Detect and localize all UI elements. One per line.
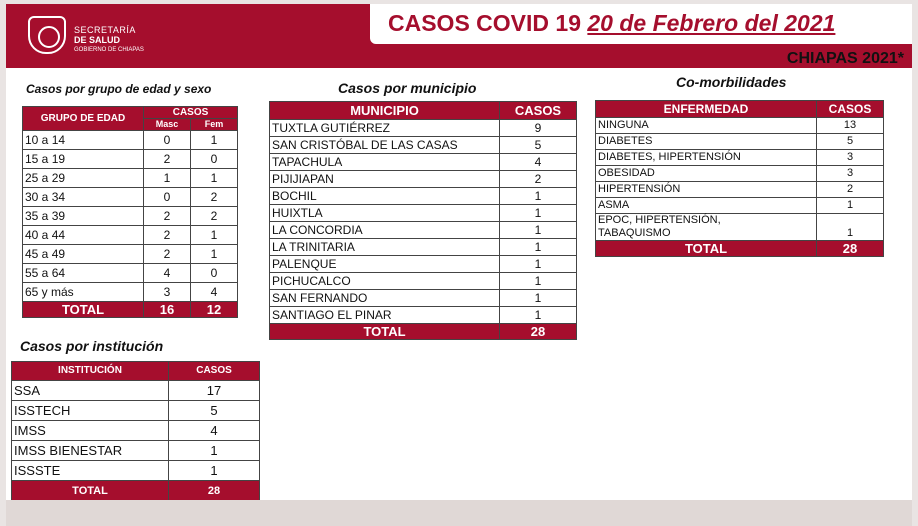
- edad-total-label: TOTAL: [23, 302, 144, 318]
- edad-cell-fem: 2: [191, 188, 238, 207]
- comorb-epoc-name: [596, 214, 817, 241]
- edad-cell-masc: 1: [144, 169, 191, 188]
- edad-row: [23, 207, 238, 226]
- edad-cell-masc: 2: [144, 150, 191, 169]
- municipio-row: [270, 239, 577, 256]
- edad-cell-grupo: 25 a 29: [23, 169, 144, 188]
- com-total: 28: [817, 241, 884, 257]
- secretaria-line1: SECRETARÍA: [74, 25, 136, 35]
- comorb-cell-casos: 3: [817, 166, 884, 182]
- comorb-cell-casos: 2: [817, 182, 884, 198]
- edad-cell-masc: 2: [144, 245, 191, 264]
- edad-title: Casos por grupo de edad y sexo: [26, 82, 212, 96]
- inst-title: Casos por institución: [20, 338, 164, 354]
- edad-row: [23, 169, 238, 188]
- municipio-cell-name: PALENQUE: [270, 256, 500, 273]
- inst-total: 28: [169, 481, 260, 502]
- comorb-row: [596, 166, 884, 182]
- mun-col-casos: CASOS: [500, 102, 577, 120]
- mun-total-label: TOTAL: [270, 324, 500, 340]
- edad-cell-fem: 0: [191, 150, 238, 169]
- edad-cell-masc: 3: [144, 283, 191, 302]
- edad-cell-grupo: 30 a 34: [23, 188, 144, 207]
- municipio-row: [270, 205, 577, 222]
- edad-cell-grupo: 65 y más: [23, 283, 144, 302]
- edad-cell-grupo: 10 a 14: [23, 131, 144, 150]
- comorb-row: [596, 150, 884, 166]
- edad-cell-grupo: 40 a 44: [23, 226, 144, 245]
- shield-logo-icon: [28, 16, 66, 54]
- edad-row: [23, 264, 238, 283]
- edad-cell-fem: 1: [191, 226, 238, 245]
- edad-cell-grupo: 45 a 49: [23, 245, 144, 264]
- inst-table: [11, 361, 260, 502]
- state-label: CHIAPAS 2021*: [786, 50, 904, 67]
- edad-cell-fem: 1: [191, 245, 238, 264]
- edad-col-masc: Masc: [144, 119, 191, 131]
- municipio-row: [270, 256, 577, 273]
- municipio-cell-casos: 9: [500, 120, 577, 137]
- municipio-row: [270, 137, 577, 154]
- edad-col-fem: Fem: [191, 119, 238, 131]
- edad-cell-masc: 2: [144, 207, 191, 226]
- edad-row: [23, 188, 238, 207]
- edad-cell-masc: 0: [144, 188, 191, 207]
- epoc-line2: TABAQUISMO: [598, 227, 671, 239]
- comorb-row: [596, 134, 884, 150]
- edad-cell-fem: 4: [191, 283, 238, 302]
- municipio-cell-casos: 1: [500, 307, 577, 324]
- com-col-casos: CASOS: [817, 101, 884, 118]
- municipio-cell-name: TUXTLA GUTIÉRREZ: [270, 120, 500, 137]
- inst-cell-casos: 1: [169, 441, 260, 461]
- municipio-cell-casos: 1: [500, 290, 577, 307]
- edad-col-casos: CASOS: [144, 107, 238, 119]
- edad-col-group: GRUPO DE EDAD: [23, 107, 144, 131]
- inst-row: [12, 461, 260, 481]
- epoc-line1: EPOC, HIPERTENSIÓN,: [598, 214, 721, 226]
- inst-cell-name: IMSS: [12, 421, 169, 441]
- comorb-row: [596, 198, 884, 214]
- municipio-cell-casos: 1: [500, 256, 577, 273]
- municipio-cell-name: SAN FERNANDO: [270, 290, 500, 307]
- edad-total-masc: 16: [144, 302, 191, 318]
- municipio-cell-casos: 5: [500, 137, 577, 154]
- municipio-table: [269, 101, 577, 340]
- edad-cell-fem: 1: [191, 131, 238, 150]
- inst-cell-casos: 4: [169, 421, 260, 441]
- secretaria-line3: GOBIERNO DE CHIAPAS: [74, 47, 144, 53]
- comorb-cell-name: HIPERTENSIÓN: [596, 182, 817, 198]
- municipio-row: [270, 307, 577, 324]
- comorb-cell-casos: 13: [817, 118, 884, 134]
- comorb-row-epoc: [596, 214, 884, 241]
- municipio-cell-name: BOCHIL: [270, 188, 500, 205]
- comorb-epoc-casos: 1: [817, 214, 884, 241]
- edad-cell-fem: 2: [191, 207, 238, 226]
- com-total-label: TOTAL: [596, 241, 817, 257]
- edad-cell-grupo: 15 a 19: [23, 150, 144, 169]
- inst-cell-name: IMSS BIENESTAR: [12, 441, 169, 461]
- municipio-row: [270, 154, 577, 171]
- comorb-row: [596, 118, 884, 134]
- comorb-cell-name: NINGUNA: [596, 118, 817, 134]
- municipio-cell-casos: 1: [500, 222, 577, 239]
- municipio-row: [270, 222, 577, 239]
- municipio-cell-casos: 1: [500, 239, 577, 256]
- municipio-cell-casos: 1: [500, 188, 577, 205]
- edad-cell-grupo: 55 a 64: [23, 264, 144, 283]
- municipio-row: [270, 273, 577, 290]
- municipio-cell-casos: 1: [500, 205, 577, 222]
- bottom-bar: [6, 500, 912, 526]
- municipio-cell-casos: 2: [500, 171, 577, 188]
- municipio-cell-name: LA CONCORDIA: [270, 222, 500, 239]
- edad-row: [23, 131, 238, 150]
- com-col-name: ENFERMEDAD: [596, 101, 817, 118]
- comorb-cell-name: OBESIDAD: [596, 166, 817, 182]
- comorb-cell-casos: 5: [817, 134, 884, 150]
- edad-cell-fem: 1: [191, 169, 238, 188]
- edad-cell-masc: 4: [144, 264, 191, 283]
- comorb-table: [595, 100, 884, 257]
- municipio-row: [270, 188, 577, 205]
- municipio-cell-name: SANTIAGO EL PINAR: [270, 307, 500, 324]
- inst-cell-name: ISSSTE: [12, 461, 169, 481]
- inst-row: [12, 441, 260, 461]
- edad-total-fem: 12: [191, 302, 238, 318]
- inst-row: [12, 381, 260, 401]
- comorb-row: [596, 182, 884, 198]
- municipio-cell-casos: 4: [500, 154, 577, 171]
- title-text: CASOS COVID 19: [388, 10, 581, 36]
- inst-cell-casos: 5: [169, 401, 260, 421]
- edad-row: [23, 283, 238, 302]
- edad-row: [23, 150, 238, 169]
- comorb-cell-casos: 1: [817, 198, 884, 214]
- inst-col-casos: CASOS: [169, 362, 260, 381]
- title-date: 20 de Febrero del 2021: [587, 10, 836, 36]
- inst-cell-name: SSA: [12, 381, 169, 401]
- page-title: [388, 10, 835, 37]
- municipio-cell-casos: 1: [500, 273, 577, 290]
- edad-table: [22, 106, 238, 318]
- edad-cell-fem: 0: [191, 264, 238, 283]
- inst-row: [12, 421, 260, 441]
- inst-cell-name: ISSTECH: [12, 401, 169, 421]
- comorb-cell-name: DIABETES: [596, 134, 817, 150]
- edad-cell-grupo: 35 a 39: [23, 207, 144, 226]
- inst-cell-casos: 17: [169, 381, 260, 401]
- inst-cell-casos: 1: [169, 461, 260, 481]
- edad-cell-masc: 2: [144, 226, 191, 245]
- secretaria-line2: DE SALUD: [74, 35, 121, 45]
- comorb-cell-name: DIABETES, HIPERTENSIÓN: [596, 150, 817, 166]
- edad-row: [23, 226, 238, 245]
- municipio-title: Casos por municipio: [338, 80, 477, 96]
- municipio-cell-name: PICHUCALCO: [270, 273, 500, 290]
- municipio-row: [270, 171, 577, 188]
- municipio-cell-name: TAPACHULA: [270, 154, 500, 171]
- edad-cell-masc: 0: [144, 131, 191, 150]
- comorb-title: Co-morbilidades: [676, 74, 787, 90]
- inst-col-name: INSTITUCIÓN: [12, 362, 169, 381]
- municipio-row: [270, 120, 577, 137]
- comorb-cell-name: ASMA: [596, 198, 817, 214]
- inst-total-label: TOTAL: [12, 481, 169, 502]
- mun-total: 28: [500, 324, 577, 340]
- municipio-cell-name: HUIXTLA: [270, 205, 500, 222]
- municipio-cell-name: PIJIJIAPAN: [270, 171, 500, 188]
- inst-row: [12, 401, 260, 421]
- municipio-row: [270, 290, 577, 307]
- edad-row: [23, 245, 238, 264]
- municipio-cell-name: LA TRINITARIA: [270, 239, 500, 256]
- mun-col-name: MUNICIPIO: [270, 102, 500, 120]
- comorb-cell-casos: 3: [817, 150, 884, 166]
- municipio-cell-name: SAN CRISTÓBAL DE LAS CASAS: [270, 137, 500, 154]
